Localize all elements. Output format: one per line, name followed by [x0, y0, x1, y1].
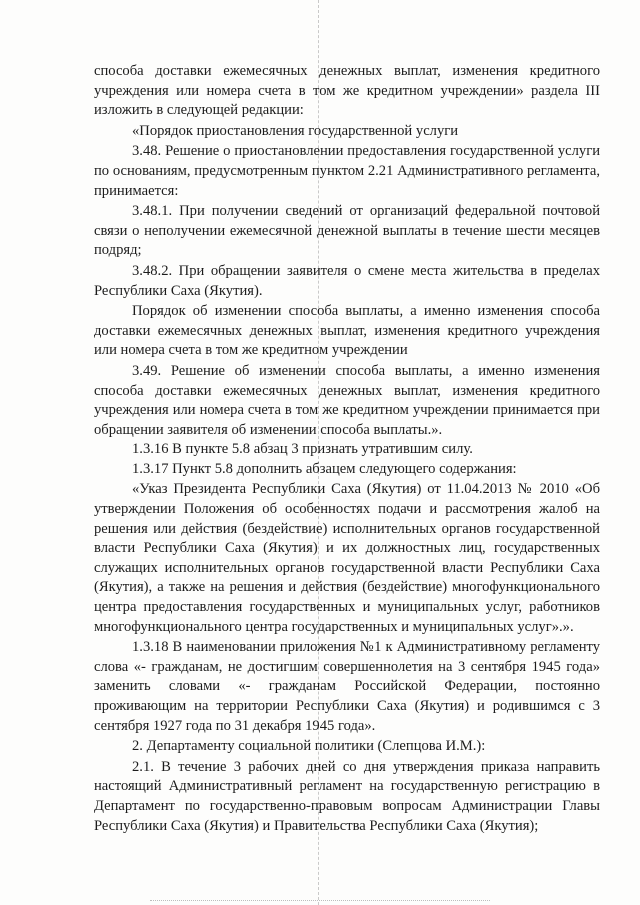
- paragraph-3-48-2: 3.48.2. При обращении заявителя о смене места жительства в пределах Республики Саха (Якутия).: [94, 262, 600, 299]
- paragraph-decree-quote: «Указ Президента Республики Саха (Якутия) от 11.04.2013 № 2010 «Об утверждении Положения об особенностях подачи и рассмотрения жалоб на решения или действия (бездействие) исполнительных органов государственной власти Республики Саха (Якутия) и их должностных лиц, государственных служащих исполнительных органов государственной власти Республики Саха (Якутия), а также на решения и действия (бездействие) многофункционального центра предоставления государственных и муниципальных услуг, работников многофункционального центра государственных и муниципальных услуг».».: [94, 481, 600, 635]
- paragraph-3-49: 3.49. Решение об изменении способа выплаты, а именно изменения способа доставки ежемесячных денежных выплат, изменения кредитного учреждения или номера счета в том же кредитном учреждении принимается при обращении заявителя об изменении способа выплаты.».: [94, 362, 600, 438]
- paragraph-2-1: 2.1. В течение 3 рабочих дней со дня утверждения приказа направить настоящий Административный регламент на государственную регистрацию в Департамент по государственно-правовым вопросам Администрации Главы Республики Саха (Якутия) и Правительства Республики Саха (Якутия);: [94, 758, 600, 834]
- paragraph-heading-suspension: «Порядок приостановления государственной услуги: [132, 122, 459, 139]
- paragraph-change-procedure: Порядок об изменении способа выплаты, а именно изменения способа доставки ежемесячных денежных выплат, изменения кредитного учреждения или номера счета в том же кредитном учреждении: [94, 303, 600, 359]
- paragraph-3-48: 3.48. Решение о приостановлении предоставления государственной услуги по основаниям, предусмотренным пунктом 2.21 Административного регламента, принимается:: [94, 143, 600, 199]
- paragraph-1-3-17: 1.3.17 Пункт 5.8 дополнить абзацем следующего содержания:: [132, 460, 517, 477]
- paragraph-1-3-18: 1.3.18 В наименовании приложения №1 к Административному регламенту слова «- гражданам, не достигшим совершеннолетия на 3 сентября 1945 года» заменить словами «- гражданам Российской Федерации, постоянно проживающим на территории Республики Саха (Якутия) и родившимся с 3 сентября 1927 года по 31 декабря 1945 года».: [94, 639, 600, 734]
- paragraph-intro: способа доставки ежемесячных денежных выплат, изменения кредитного учреждения или номера счета в том же кредитном учреждении» раздела III изложить в следующей редакции:: [94, 63, 600, 119]
- paragraph-2: 2. Департаменту социальной политики (Слепцова И.М.):: [132, 738, 486, 755]
- paragraph-3-48-1: 3.48.1. При получении сведений от организаций федеральной почтовой связи о неполучении ежемесячной денежной выплаты в течение шести месяцев подряд;: [94, 203, 600, 259]
- document-body: [94, 62, 600, 836]
- scan-bottom-edge: [150, 900, 490, 903]
- paragraph-1-3-16: 1.3.16 В пункте 5.8 абзац 3 признать утратившим силу.: [132, 441, 473, 458]
